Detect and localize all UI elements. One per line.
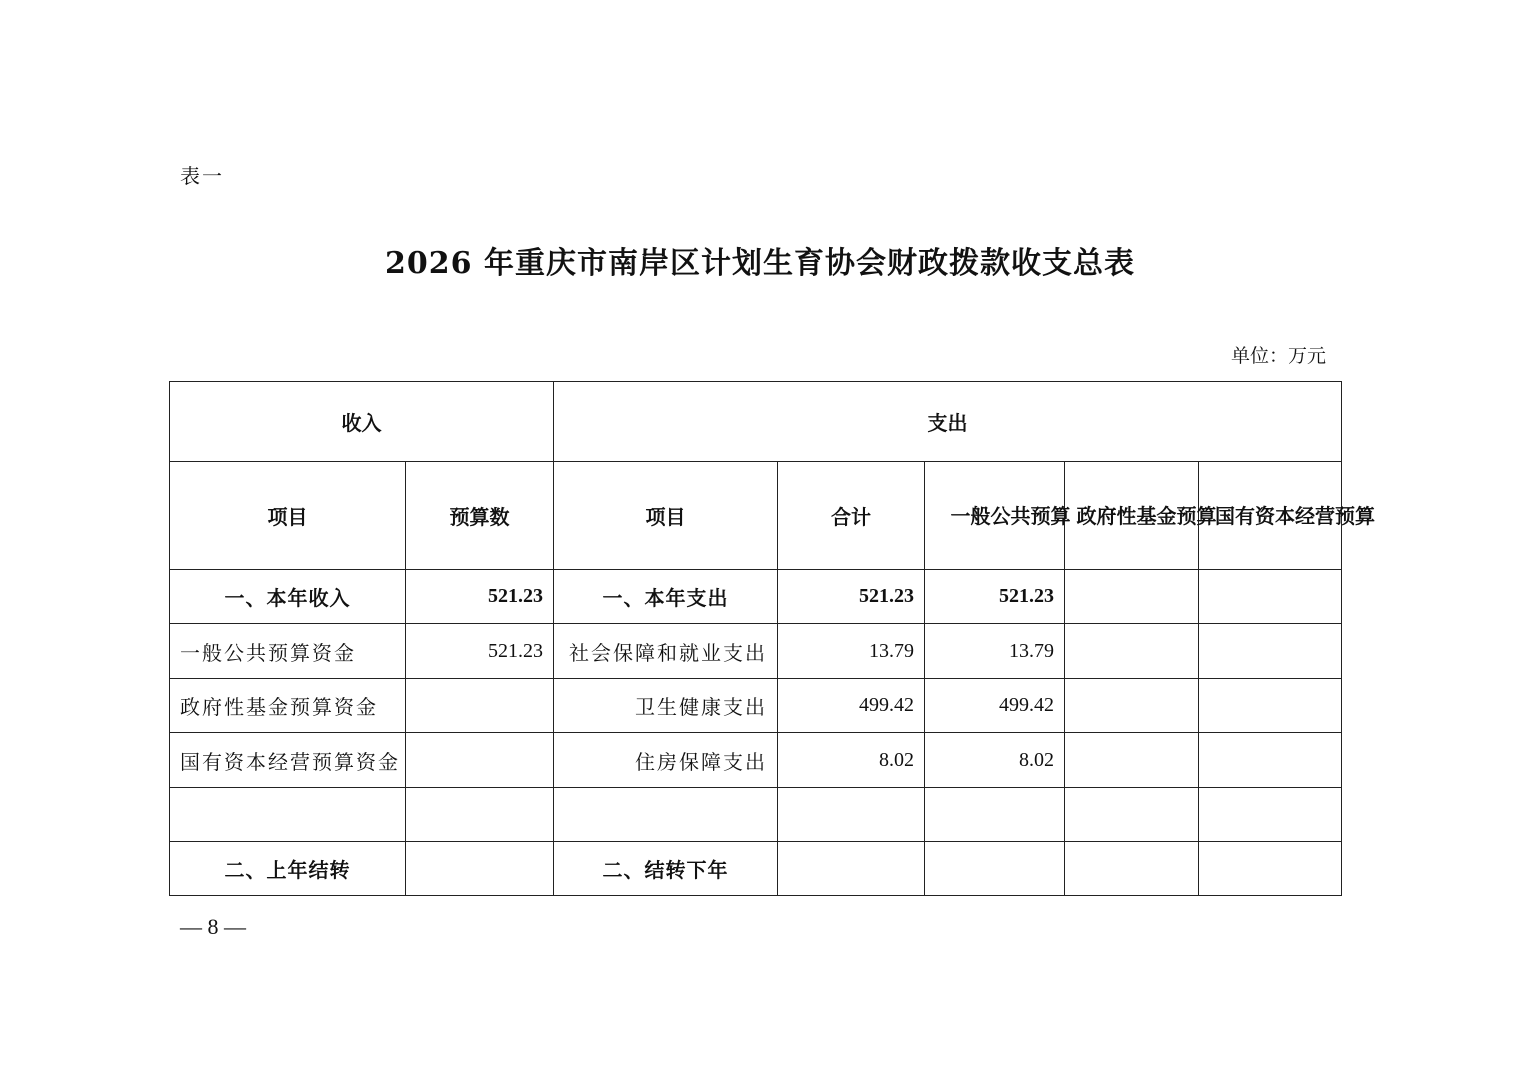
income-value: 521.23 <box>406 570 554 624</box>
table-row <box>170 624 1342 679</box>
income-value <box>406 679 554 733</box>
state-value <box>1199 788 1342 842</box>
page-number: — 8 — <box>180 914 246 939</box>
gov-fund-value <box>1065 570 1199 624</box>
income-value <box>406 842 554 896</box>
general-value: 8.02 <box>925 733 1065 788</box>
total-value: 13.79 <box>778 624 925 679</box>
income-value: 521.23 <box>406 624 554 679</box>
income-budget-header: 预算数 <box>406 462 554 570</box>
state-value <box>1199 842 1342 896</box>
table-row <box>170 788 1342 842</box>
general-value: 13.79 <box>925 624 1065 679</box>
table-row <box>170 570 1342 624</box>
gov-fund-value <box>1065 788 1199 842</box>
exp-item: 二、结转下年 <box>554 842 778 896</box>
general-value <box>925 788 1065 842</box>
exp-item: 社会保障和就业支出 <box>554 624 778 679</box>
general-public-header: 一般公共预算 <box>925 462 1065 570</box>
exp-item <box>554 788 778 842</box>
exp-item-header: 项目 <box>554 462 778 570</box>
total-value: 499.42 <box>778 679 925 733</box>
total-value <box>778 788 925 842</box>
state-value <box>1199 570 1342 624</box>
total-value: 521.23 <box>778 570 925 624</box>
expenditure-header: 支出 <box>554 382 1342 462</box>
income-item: 政府性基金预算资金 <box>170 679 406 733</box>
income-item: 二、上年结转 <box>170 842 406 896</box>
general-value: 499.42 <box>925 679 1065 733</box>
state-capital-header: 国有资本经营预算 <box>1199 462 1342 570</box>
state-value <box>1199 679 1342 733</box>
general-value <box>925 842 1065 896</box>
table-row <box>170 842 1342 896</box>
exp-item: 卫生健康支出 <box>554 679 778 733</box>
gov-fund-value <box>1065 733 1199 788</box>
income-item: 一、本年收入 <box>170 570 406 624</box>
income-item <box>170 788 406 842</box>
gov-fund-value <box>1065 624 1199 679</box>
unit-label: 单位：万元 <box>1231 345 1327 367</box>
exp-item: 住房保障支出 <box>554 733 778 788</box>
total-value <box>778 842 925 896</box>
state-value <box>1199 733 1342 788</box>
income-value <box>406 788 554 842</box>
income-item-header: 项目 <box>170 462 406 570</box>
total-value: 8.02 <box>778 733 925 788</box>
income-item: 国有资本经营预算资金 <box>170 733 406 788</box>
table-row <box>170 733 1342 788</box>
income-header: 收入 <box>170 382 554 462</box>
income-item: 一般公共预算资金 <box>170 624 406 679</box>
income-value <box>406 733 554 788</box>
gov-fund-value <box>1065 842 1199 896</box>
state-value <box>1199 624 1342 679</box>
table-label: 表一 <box>180 164 224 188</box>
table-row <box>170 679 1342 733</box>
document-title: 2026 年重庆市南岸区计划生育协会财政拨款收支总表 <box>385 246 1135 281</box>
exp-item: 一、本年支出 <box>554 570 778 624</box>
budget-table <box>169 381 1376 896</box>
gov-fund-value <box>1065 679 1199 733</box>
total-header: 合计 <box>778 462 925 570</box>
gov-fund-header: 政府性基金预算 <box>1065 462 1199 570</box>
general-value: 521.23 <box>925 570 1065 624</box>
